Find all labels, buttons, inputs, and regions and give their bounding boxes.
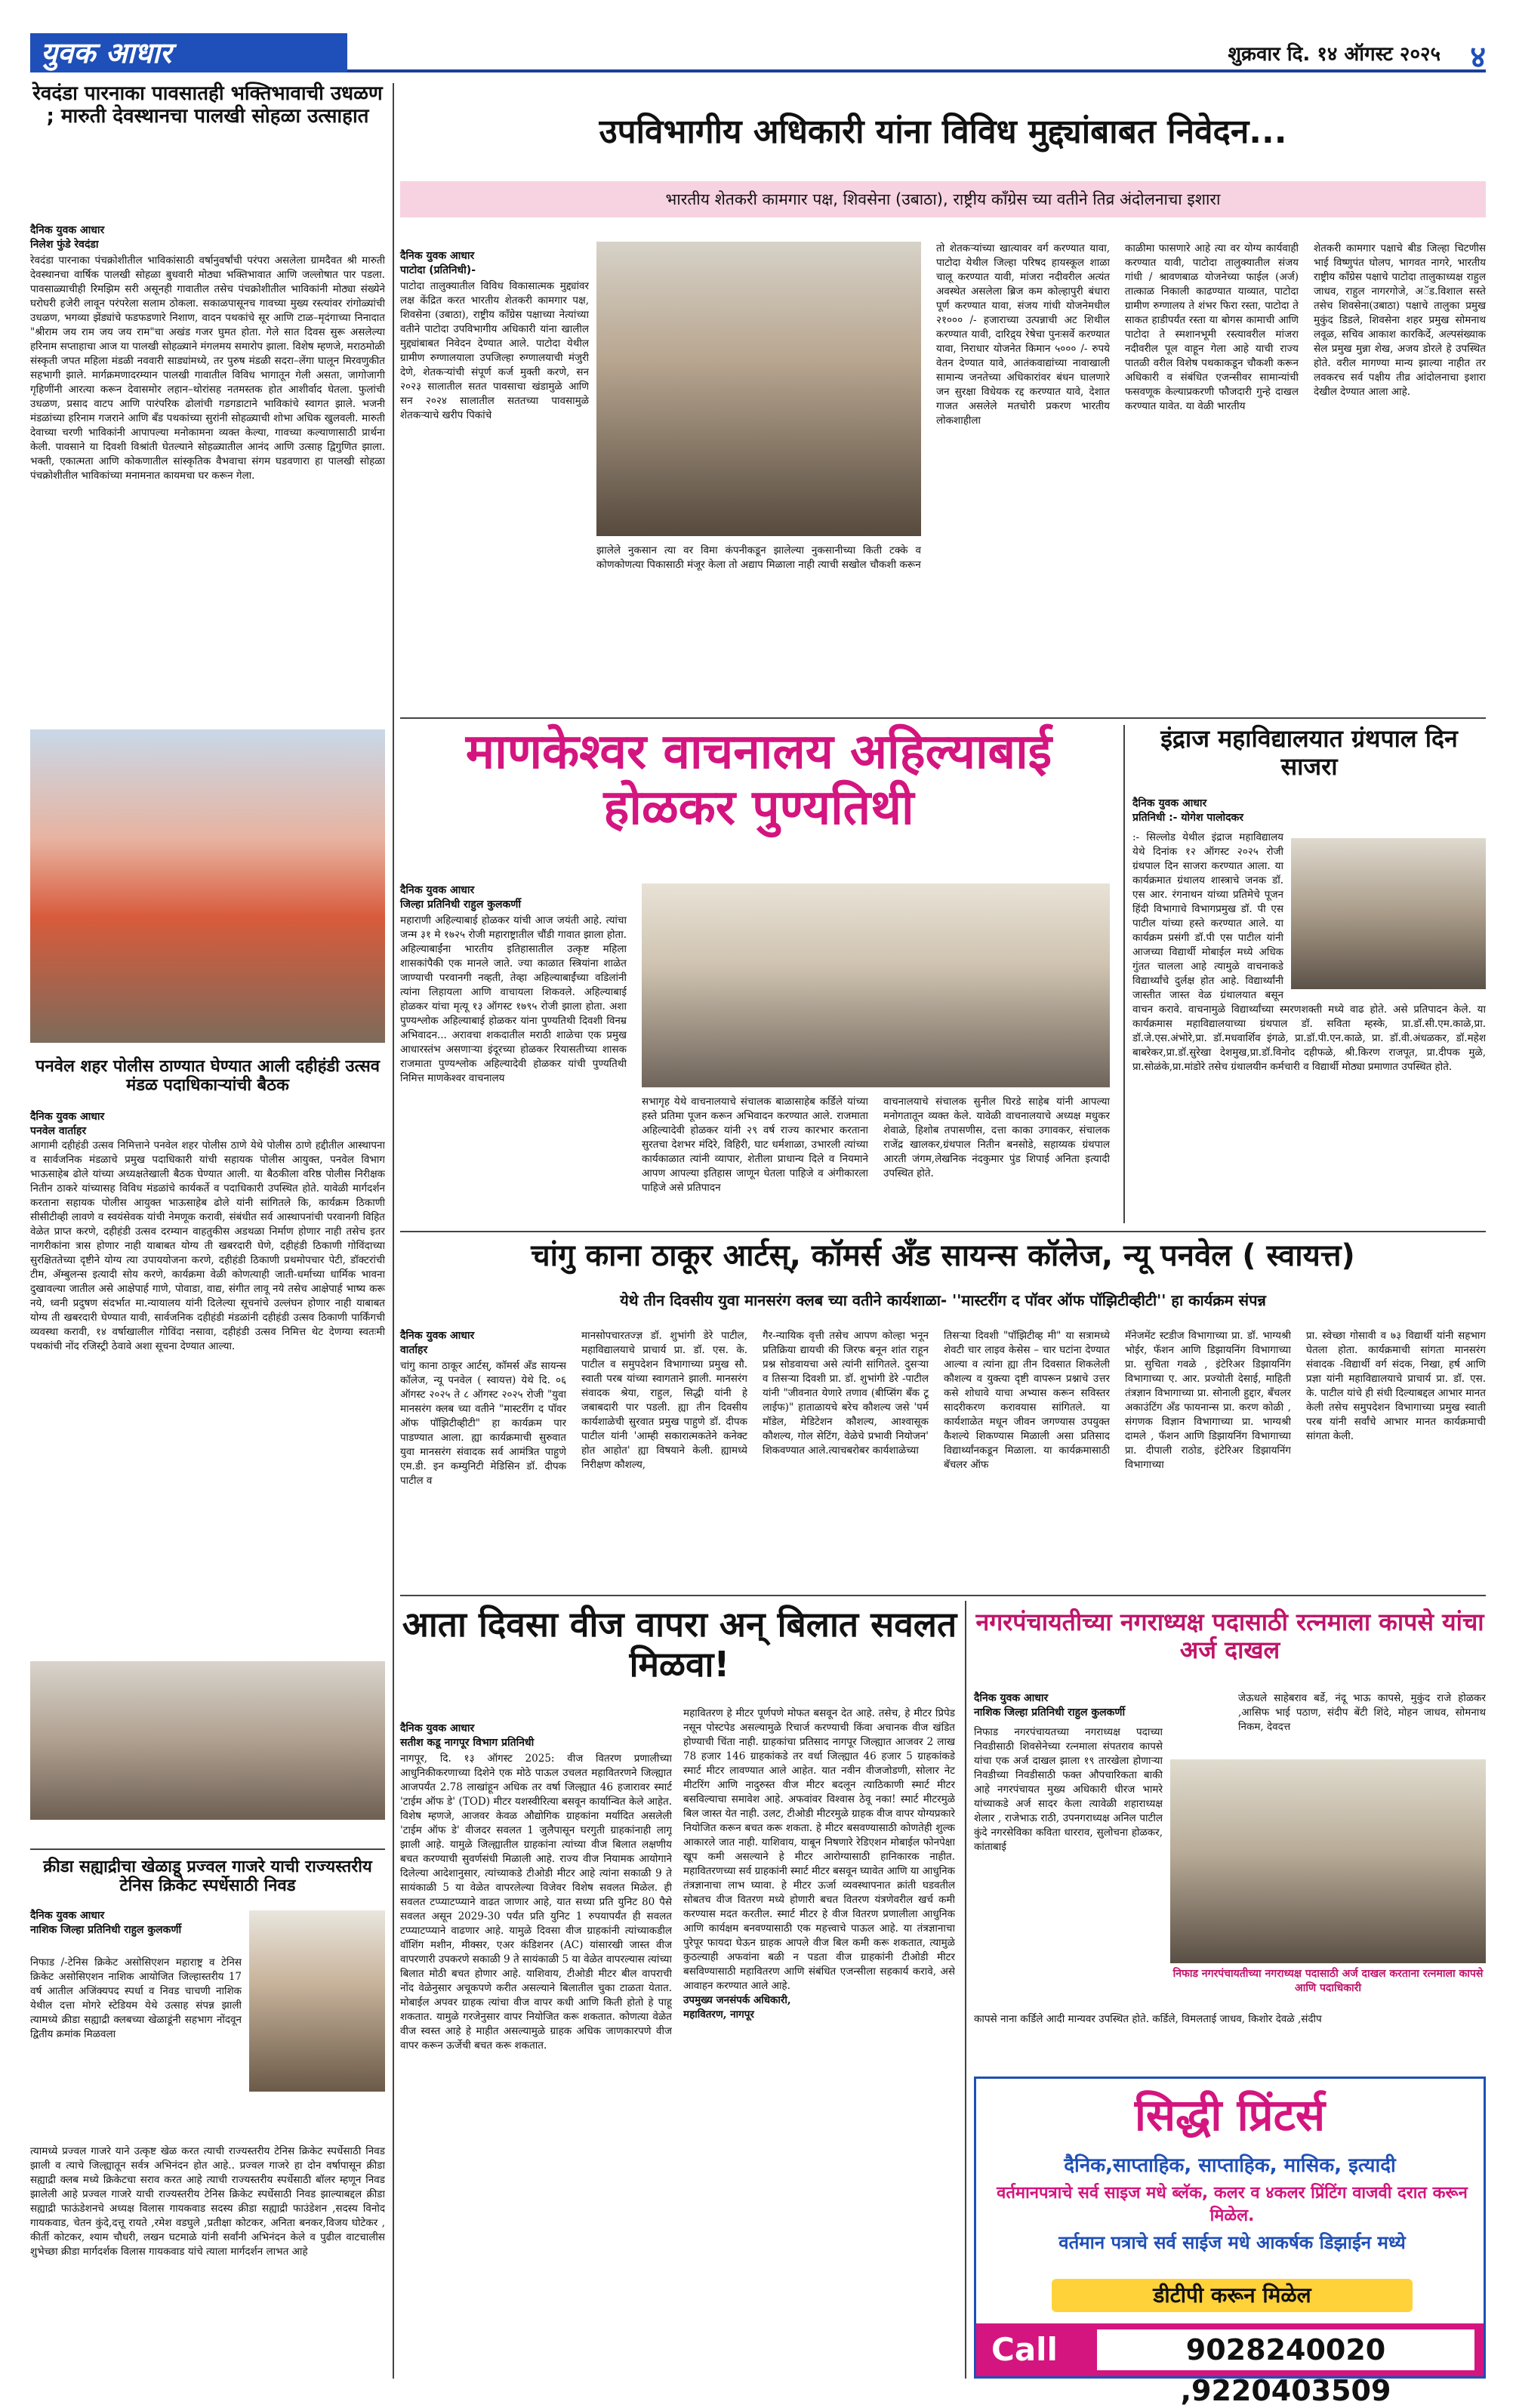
story-college-strap: येथे तीन दिवसीय युवा मानसरंग क्लब च्या वतीने कार्यशाळा- ''मास्टरींग द पॉवर ऑफ पॉझिटीव्हीटी'' हा कार्यक्रम संपन्न — [620, 1291, 1266, 1309]
story-electricity-headline: आता दिवसा वीज वापरा अन् बिलात सवलत मिळवा! — [402, 1604, 957, 1685]
story-cricket-byline: दैनिक युवक आधार नाशिक जिल्हा प्रतिनिधी राहुल कुलकर्णी — [30, 1910, 182, 1936]
story-nagarpanchayat-col2: जेऊधले साहेबराव बर्डे, नंदू भाऊ कापसे, मुकुंद राजे होळकर ,आसिफ भाई पठाण, संदीप बेंटी शिंदे, मोहन जाधव, सोमनाथ निकम, देवदत्त — [1238, 1692, 1486, 1733]
story-college-col4: तिसऱ्या दिवशी "पॉझिटीव्ह मी" या सत्रामध्ये शेवटी चार लाइव केसेस – चार घटांना देण्यात आल्या व त्यांना ह्या तीन दिवसात शिकलेली कौशल्य व युक्त्या दृष्टी वापरून प्रश्नाचे उत्तर कसे शोधावे याचा अभ्यास करून सविस्तर सादरीकरण करावयास सांगितले. या कार्यशाळेत मधून जीवन जगण्यास उपयुक्त कैशल्ये शिकण्यास मिळाली असा प्रतिसाद विद्यार्थ्यांनकडून मिळाला. या कार्यक्रमासाठी बॅचलर ऑफ — [944, 1330, 1110, 1471]
story-library-byline: दैनिक युवक आधार जिल्हा प्रतिनिधी राहुल कुलकर्णी — [400, 884, 521, 911]
story-nivedan-col5: शेतकरी कामगार पक्षाचे बीड जिल्हा चिटणीस भाई विष्णुपंत घोलप, भागवत नागरे, भारतीय राष्ट्रीय काँग्रेस पक्षाचे पाटोदा तालुकाध्यक्ष राहुल जाधव, राहुल नागरगोजे, अॅड.विशाल सस्ते तसेच शिवसेना(उबाठा) पक्षाचे तालुका प्रमुख मुकुंद डिडले, शिवसेना शहर प्रमुख सोमनाथ लवूळ, सचिव आकाश कारकिर्दे, अल्पसंख्याक सेल प्रमुख मुन्ना शेख, अजय डोरले हे उपस्थित होते. वरील मागण्या मान्य झाल्या नाहीत तर लवकरच सर्व पक्षीय तीव्र आंदोलनाचा इशारा देखील देण्यात आला आहे. — [1314, 242, 1486, 398]
story-electricity-col1: नागपूर, दि. १३ ऑगस्ट 2025: वीज वितरण प्रणालीच्या आधुनिकीकरणाच्या दिशेने एक मोठे पाऊल उचलत महावितरणने जिल्ह्यात आजपर्यंत 2.78 लाखांहून अधिक तर वर्षा जिल्ह्यात 46 हजारावर स्मार्ट 'टाईम ऑफ डे' (TOD) मीटर यशस्वीरित्या बसवून कार्यान्वित केले आहेत. विशेष म्हणजे, आजवर केवळ औद्योगिक ग्राहकांना मर्यादित असलेली 'टाईम ऑफ डे' वीजदर सवलत 1 जुलैपासून घरगुती ग्राहकांनाही लागू झाली आहे. यामुळे जिल्ह्यातील ग्राहकांना त्यांच्या वीज बिलात लक्षणीय बचत करण्याची सुवर्णसंधी मिळाली आहे. राज्य वीज नियामक आयोगाने दिलेल्या आदेशानुसार, त्यांच्याकडे टीओडी मीटर आहे त्यांना सकाळी 9 ते सायंकाळी 5 या वेळेत वापरलेल्या विजेवर विशेष सवलत मिळेल. ही सवलत टप्प्याटप्प्याने वाढत जाणार आहे, यात सध्या प्रति युनिट 80 पैसे सवलत असून 2029-30 पर्यंत प्रति युनिट 1 रुपयापर्यंत ही सवलत टप्प्याटप्प्याने वाढणार आहे. यामुळे दिवसा वीज ग्राहकांनी त्यांच्याकडील वॉशिंग मशीन, मीक्सर, एअर कंडिशनर (AC) यांसारखी जास्त वीज वापरणारी उपकरणे सकाळी 9 ते सायंकाळी 5 या वेळेत वापरल्यास त्यांच्या बिलात मोठी बचत होणार आहे. याशिवाय, टीओडी मीटर बील वापराची नोंद वेळेनुसार अचूकपणे करीत असल्याने बिलातील चुका टाळता येतात. मोबाईल अपवर ग्राहक त्यांचा वीज वापर कधी आणि किती होतो हे पाहू शकतात. यामुळे गरजेनुसार वापर नियोजित करू शकतात. कोणत्या वेळेत वीज स्वस्त आहे हे माहीत असल्यामुळे ग्राहक अधिक जाणकारपणे वीज वापर करून ऊर्जेची बचत करू शकतात. — [400, 1753, 672, 2052]
column-divider — [965, 1601, 966, 2379]
story-college-headline: चांगु काना ठाकूर आर्टस्, कॉमर्स अँड सायन्स कॉलेज, न्यू पनवेल ( स्वायत्त) — [531, 1238, 1355, 1273]
nomination-filing-photo — [1170, 1759, 1486, 1963]
palkhi-procession-photo — [30, 729, 385, 1043]
story-panvel-police-byline: दैनिक युवक आधार पनवेल वार्ताहर — [30, 1111, 105, 1137]
story-college-byline: दैनिक युवक आधार वार्ताहर — [400, 1330, 475, 1356]
ad-phone-numbers: 9028240020 ,9220403509 — [1097, 2329, 1474, 2370]
nomination-photo-caption: निफाड नगरपंचायतीच्या नगराध्यक्ष पदासाठी अर्ज दाखल करताना रत्नमाला कापसे आणि पदाधिकारी — [1172, 1968, 1484, 1994]
story-nagarpanchayat-col1: निफाड नगरपंचायतच्या नगराध्यक्ष पदाच्या निवडीसाठी शिवसेनेच्या रत्नमाला संपतराव कापसे यांचा एक अर्ज दाखल झाला १९ तारखेला होणाऱ्या निवडीच्या निवडीसाठी फक्त औपचारिकता बाकी आहे नगरपंचायत मुख्य अधिकारी धीरज भामरे यांच्याकडे अर्ज सादर केला त्यावेळी शहाराध्यक्ष शेलार , राजेभाऊ राठी, उपनगराध्यक्ष अनिल पाटील कुंदे नगरसेविका कविता धारराव, सुलोचना होळकर, कांताबाई — [974, 1726, 1163, 1853]
story-electricity-col2: महावितरण हे मीटर पूर्णपणे मोफत बसवून देत आहे. तसेच, हे मीटर प्रिपेड नसून पोस्टपेड असल्यामुळे रिचार्ज करण्याची किंवा अचानक वीज खंडित होण्याची चिंता नाही. ग्राहकांचा प्रतिसाद नागपूर जिल्ह्यात आजवर 2 लाख 78 हजार 146 ग्राहकांकडे तर वर्धा जिल्ह्यात 46 हजार 5 ग्राहकांकडे स्मार्ट मीटर लावण्यात आले आहेत. यात नवीन वीजजोडणी, सोलार नेट मीटरिंग आणि नादुरुस्त वीज मीटर बदलून त्याठिकाणी स्मार्ट मीटर बसविल्याचा समावेश आहे. अफवांवर विश्वास ठेवू नका! स्मार्ट मीटरमुळे बिल जास्त येत नाही. उलट, टीओडी मीटरमुळे ग्राहक वीज वापर योग्यप्रकारे नियोजित करून बचत करू शकता. हे मीटर बसवण्यासाठी कोणतेही शुल्क आकारले जात नाही. याशिवाय, याबून निषणारे रेडिएशन मोबाईल फोनपेक्षा खूप कमी असल्याने हे मीटर आरोग्यासाठी हानिकारक नाहीत. महावितरणच्या सर्व ग्राहकांनी स्मार्ट मीटर बसवून घ्यावेत आणि या आधुनिक तंत्रज्ञानाचा लाभ घ्यावा. हे मीटर ऊर्जा व्यवस्थापनात क्रांती घडवतील सोबतच वीज वितरण मध्ये होणारी बचत वितरण यंत्रणेवरील खर्च कमी करण्यास मदत करतील. स्मार्ट मीटर हे वीज वितरण प्रणालीला आधुनिक आणि कार्यक्षम बनवण्यासाठी एक महत्त्वाचे पाऊल आहे. या तंत्रज्ञानाचा पुरेपूर फायदा घेऊन ग्राहक आपले वीज बिल कमी करू शकतात, त्यामुळे कुठल्याही अफवांना बळी न पडता वीज ग्राहकांनी टीओडी मीटर बसविण्यासाठी महावितरण आणि संबंधित एजन्सीला सहकार्य करावे, असे आवाहन करण्यात आले आहे. उपमुख्य जनसंपर्क अधिकारी, महावितरण, नागपूर — [683, 1707, 955, 2021]
story-electricity-byline: दैनिक युवक आधार सतीश कडू नागपूर विभाग प्रतिनिधी — [400, 1722, 535, 1749]
ad-services: दैनिक,साप्ताहिक, साप्ताहिक, मासिक, इत्यादी — [1064, 2154, 1396, 2177]
story-nivedan-col3: तो शेतकऱ्यांच्या खात्यावर वर्ग करण्यात यावा, पाटोदा येथील जिल्हा परिषद हायस्कूल शाळा चालू करण्यात यावी, मांजरा नदीवरील अत्यंत अवस्थेत असलेला ब्रिज कम कोल्हापुरी बंधारा पूर्ण करण्यात यावा, संजय गांधी योजनेमधील २१००० /- हजाराच्या उत्पन्नाची अट शिथील करण्यात यावी, दारिद्र्य रेषेचा पुनःसर्वे करण्यात यावा, निराधार योजनेत किमान ५००० /- रुपये वेतन देण्यात यावे, आतंकवाद्यांच्या नावाखाली सामान्य जनतेच्या अधिकारांवर बंधन घालणारे जन सुरक्षा विधेयक रद्द करण्यात यावे, देशात गाजत असलेले मतचोरी प्रकरण भारतीय लोकशाहीला — [936, 242, 1110, 427]
column-divider — [1123, 725, 1125, 1223]
story-college-col1: चांगु काना ठाकूर आर्टस्, कॉमर्स अँड सायन्स कॉलेज, न्यू पनवेल ( स्वायत्त) येथे दि. ०६ ऑगस्ट २०२५ ते ८ ऑगस्ट २०२५ रोजी "युवा मानसरंग क्लब च्या वतीने "मास्टरींग द पॉवर ऑफ पॉझिटीव्हीटी" हा कार्यक्रम पार पाडण्यात आला. ह्या कार्यक्रमाची सुरुवात युवा मानसरंग संवादक सर्व आमंत्रित पाहुणे एम.डी. इन कम्युनिटी मेडिसिन डॉ. दीपक पाटील व — [400, 1360, 566, 1487]
story-electricity-signoff: उपमुख्य जनसंपर्क अधिकारी, महावितरण, नागपूर — [683, 1994, 791, 2021]
ad-dtp-badge: डीटीपी करून मिळेल — [1052, 2279, 1413, 2312]
library-tribute-photo — [642, 883, 1110, 1087]
section-divider — [30, 1848, 385, 1850]
masthead — [30, 33, 1486, 75]
story-cricket-col1: निफाड /-टेनिस क्रिकेट असोसिएशन महाराष्ट्र व टेनिस क्रिकेट असोसिएशन नाशिक आयोजित जिल्हास्तरीय 17 वर्ष आतील अजिंक्यपद स्पर्धा व निवड चाचणी नाशिक येथील दत्ता मोगरे स्टेडियम येथे उत्साह संपन्न झाली त्यामध्ये क्रीडा सह्याद्री क्लबच्या खेळाडूंनी सहभाग नोंदवून द्वितीय क्रमांक मिळवला — [30, 1956, 242, 2040]
story-panvel-police-headline: पनवेल शहर पोलीस ठाण्यात घेण्यात आली दहीहंडी उत्सव मंडळ पदाधिकाऱ्यांची बैठक — [35, 1057, 380, 1096]
story-panvel-police-body: आगामी दहीहंडी उत्सव निमित्ताने पनवेल शहर पोलीस ठाणे येथे पोलीस ठाणे हद्दीतील आस्थापना व सार्वजनिक मंडळाचे प्रमुख पदाधिकारी यांची सहायक पोलीस आयुक्त, पनवेल विभाग भाऊसाहेब ढोले यांच्या अध्यक्षतेखाली बैठक घेण्यात आली. या बैठकीला वरिष्ठ पोलीस निरीक्षक नितीन ठाकरे यांच्यासह विविध मंडळांचे कार्यकर्ते व पदाधिकारी उपस्थित होते. यावेळी मार्गदर्शन करताना सहायक पोलीस आयुक्त भाऊसाहेब ढोले यांनी सांगितले कि, कार्यक्रम ठिकाणी सीसीटीव्ही लावणे व स्वयंसेवक यांची नेमणूक करावी, संबंधीत सर्व आस्थापनांची परवानगी विहित वेळेत प्राप्त करणे, दहीहंडी उत्सव दरम्यान वाहतुकीस अडथळा निर्माण होणार नाही तसेच इतर नागरीकांना त्रास होणार नाही याबाबत योग्य ती खबरदारी घेणे, दहीहंडी ठिकाणी गोविंदाच्या सुरक्षिततेच्या दृष्टीने योग्य त्या उपाययोजना करणे, दहीहंडी ठिकाणी प्रथमोपचार पेटी, डॉक्टरांची टीम, ॲम्बुलन्स इत्यादी सोय करणे, कार्यक्रमा वेळी कोणत्याही जाती-धर्माच्या धार्मिक भावना दुखावल्या जातील असे आक्षेपार्ह गाणे, पोवाडा, वाद्य, संगीत लावू नये तसेच आक्षेपार्ह भाष्य करू नये, ध्वनी प्रदुषण संदर्भात मा.न्यायालय यांनी दिलेल्या सूचनांचे उल्लंघन होणार नाही याबाबत योग्य ती खबरदारी घेण्यात यावी, सार्वजनिक दहीहंडी मंडळांनी दहीहंडी उत्सव ठिकाणी पार्किंगची व्यवस्था करावी, १४ वर्षाखालील गोविंदा नसावा, दहीहंडी उत्सव निमित्त थेट देणग्या स्वतःमी पथकांची नोंद रजिस्ट्री ठेवावे अशा सूचना देण्यात आल्या. — [30, 1139, 385, 1352]
story-revdanda-body: रेवदंडा पारनाका पंचक्रोशीतील भाविकांसाठी वर्षानुवर्षांची परंपरा असलेला ग्रामदैवत श्री मारुती देवस्थानचा वार्षिक पालखी सोहळा बुधवारी मोठ्या भक्तिभावात आणि जल्लोषात पार पडला. पावसाळ्याचीही रिमझिम सरी असूनही गावातील तसेच पंचक्रोशीतील भाविकांनी मोठ्या संख्येने घरोघरी हजेरी लावून परंपरेला सलाम ठोकला. सकाळपासूनच गावच्या मुख्य रस्त्यांवर रांगोळ्यांची उधळण, भगव्या झेंड्यांचे फडफडणारे निशाण, वादन पथकांचे सूर आणि टाळ–मृदंगाच्या निनादात "श्रीराम जय राम जय जय राम"चा अखंड गजर घुमत होता. गेले सात दिवस सुरू असलेल्या हरिनाम सप्ताहाचा आज या पालखी सोहळ्याने मंगलमय समारोप झाला. विशेष म्हणजे, मराठमोळी संस्कृती जपत महिला मंडळी नववारी साड्यांमध्ये, तर पुरुष मंडळी सदरा–लेंगा घालून मिरवणुकीत सहभागी झाले. मार्गक्रमणादरम्यान पालखी गावातील विविध भागातून गेली असता, जागोजागी गृहिणींनी आरत्या करून देवासमोर लहान–थोरांसह नतमस्तक होत आशीर्वाद घेतला. फुलांची उधळण, प्रसाद वाटप आणि पारंपरिक ढोलांची गडगडाटाने भाविकांचे स्वागत झाले. भजनी मंडळांच्या हरिनाम गजराने आणि बँड पथकांच्या सुरांनी सोहळ्याची शोभा अधिक खुलवली. मारुती देवाच्या चरणी भाविकांनी आपापल्या मनोकामना व्यक्त केल्या, गावच्या कल्याणासाठी प्रार्थना केली. पावसाने या दिवशी विश्रांती घेतल्याने सोहळ्यातील आनंद आणि उत्साह द्विगुणित झाला. भक्ती, एकात्मता आणि कोकणातील सांस्कृतिक वैभवाचा संगम घडवणारा हा पालखी सोहळा पंचक्रोशीतील भाविकांच्या मनामनात कायमचा घर करून गेला. — [30, 254, 385, 482]
newspaper-logo: युवक आधार — [30, 33, 347, 72]
story-library-headline: माणकेश्वर वाचनालय अहिल्याबाई होळकर पुण्यतिथी — [465, 724, 1052, 836]
police-meeting-photo — [30, 1661, 385, 1820]
story-cricket-col2: त्यामध्ये प्रज्वल गाजरे याने उत्कृष्ट खेळ करत त्याची राज्यस्तरीय टेनिस क्रिकेट स्पर्धेसाठी निवड झाली व त्याचे जिल्ह्यातून सर्वत्र अभिनंदन होत आहे.. प्रज्वल गाजरे हा दोन वर्षापासून क्रीडा सह्याद्री क्लब मध्ये क्रिकेटचा सराव करत आहे त्याची राज्यस्तरीय स्पर्धेसाठी बॉलर म्हणून निवड झालेली आहे प्रज्वल गाजरे याची राज्यस्तरीय टेनिस क्रिकेट स्पर्धेसाठी निवड झाल्याबद्दल क्रीडा सह्याद्री फाऊंडेशनचे अध्यक्ष विलास गायकवाड सदस्य क्रीडा सह्याद्री फाउंडेशन ,सदस्य विनोद गायकवाड, चेतन कुंदे,दत्तू रायते ,रमेश वडघुले ,प्रतीक्षा कोटकर, अनिता बनकर,विजय घोटेकर , कीर्ती कोटकर, श्याम चौधरी, लखन घटमाळे यांनी सर्वांनी अभिनंदन केले व पुढील वाटचालीस शुभेच्छा क्रीडा मार्गदर्शक विलास गायकवाड यांचे त्याला मार्गदर्शन लाभत आहे — [30, 2145, 385, 2258]
story-college-col2: मानसोपचारतज्ज्ञ डॉ. शुभांगी डेरे पाटील, महाविद्यालयाचे प्राचार्य प्रा. डॉ. एस. के. पाटील व समुपदेशन विभागाच्या प्रमुख सौ. स्वाती परब यांच्या स्वागताने झाली. मानसरंग संवादक श्रेया, राहुल, सिद्धी यांनी हे जबाबदारी पार पडली. ह्या तीन दिवसीय कार्यशाळेची सुरवात प्रमुख पाहुणे डॉ. दीपक पाटील यांनी 'आम्ही सकारात्मकतेने कनेक्ट होत आहोत' ह्या विषयाने केली. ह्यामध्ये निरीक्षण कौशल्य, — [581, 1330, 747, 1471]
story-nivedan-col1: पाटोदा तालुक्यातील विविध विकासात्मक मुद्द्यांवर लक्ष केंद्रित करत भारतीय शेतकरी कामगार पक्ष, शिवसेना (उबाठा), राष्ट्रीय काँग्रेस पक्षाच्या नेत्यांच्या वतीने पाटोदा उपविभागीय अधिकारी यांना खालील मुद्द्यांबाबत निवेदन देण्यात आले. पाटोदा येथील ग्रामीण रुग्णालयाला उपजिल्हा रुग्णालयाची मंजुरी देणे, शेतकऱ्यांची संपूर्ण कर्ज मुक्ती करणे, सन २०२३ सालातील सतत पावसाचा खंडामुळे आणि सन २०२४ सालातील सततच्या पावसामुळे शेतकऱ्याचे खरीप पिकांचे — [400, 280, 589, 421]
story-revdanda-headline: रेवदंडा पारनाका पावसातही भक्तिभावाची उधळण ; मारुती देवस्थानचा पालखी सोहळा उत्साहात — [32, 82, 383, 128]
section-divider — [400, 1595, 1486, 1596]
section-divider — [400, 717, 1486, 719]
ad-design-offer: वर्तमान पत्राचे सर्व साईज मधे आकर्षक डिझाईन मध्ये — [1058, 2232, 1406, 2253]
ad-call-label: Call — [991, 2331, 1058, 2368]
story-nagarpanchayat-byline: दैनिक युवक आधार नाशिक जिल्हा प्रतिनिधी राहुल कुलकर्णी — [974, 1692, 1126, 1719]
column-divider — [393, 83, 394, 2379]
story-library-col1: महाराणी अहिल्याबाई होळकर यांची आज जयंती आहे. त्यांचा जन्म ३१ मे १७२५ रोजी महाराष्ट्रातील चौंडी गावात झाला होता. अहिल्याबाईंना भारतीय इतिहासातील उत्कृष्ट महिला शासकांपैकी एक मानले जाते. ज्या काळात स्त्रियांना शाळेत जाण्याची परवानगी नव्हती, तेव्हा अहिल्याबाईंच्या वडिलांनी त्यांना लिहायला आणि वाचायला शिकवले. अहिल्याबाई होळकर यांचा मृत्यू १३ ऑगस्ट १७९५ रोजी झाला होता. अशा पुण्यश्लोक अहिल्याबाई होळकर यांना पुण्यतिथी दिवशी विनम्र अभिवादन... अरावचा शकदातील मराठी शाळेचा एक प्रमुख आधारस्तंभ असणाऱ्या इंदूरच्या होळकर रियासतीच्या शासक राजमाता पुण्यश्लोक अहिल्यादेवी होळकर यांची पुण्यतिथी निमित्त माणकेश्वर वाचनालय — [400, 914, 627, 1084]
story-college-col3: गैर-न्यायिक वृत्ती तसेच आपण कोल्हा भनून प्रतिक्रिया द्यायची की जिरफ बनून शांत राहून प्रश्न सोडवायचा असे त्यांनी सांगितले. दुसऱ्या व तिसऱ्या दिवशी प्रा. डॉ. शुभांगी डेरे -पाटील यांनी "जीवनात येणारे तणाव (बीप्सिंग बँक टू लाईफ)" हाताळायचे बरेच कौशल्य जसे 'पर्म मॉडेल, मेडिटेशन कौशल्य, आश्वासूक कौशल्य, गोल सेटिंग, वेळेचे प्रभावी नियोजन' शिकवण्यात आले.त्याचबरोबर कार्यशाळेच्या — [763, 1330, 929, 1457]
page-number: ४ — [1470, 40, 1486, 75]
ad-call-bar — [976, 2323, 1484, 2407]
story-indraj-headline: इंद्राज महाविद्यालयात ग्रंथपाल दिन साजरा — [1160, 724, 1458, 781]
story-nagarpanchayat-headline: नगरपंचायतीच्या नगराध्यक्ष पदासाठी रत्नमाला कापसे यांचा अर्ज दाखल — [975, 1608, 1484, 1664]
siddhi-printers-ad — [974, 2077, 1486, 2407]
story-nagarpanchayat-col3: कापसे नाना कर्डिले आदी मान्यवर उपस्थित होते. कर्डिले, विमलताई जाधव, किशोर देवळे ,संदीप — [974, 2013, 1322, 2025]
story-library-col3: वाचनालयाचे संचालक सुनील घिरडे साहेब यांनी आपल्या मनोगतातून व्यक्त केले. यावेळी वाचनालयाचे अध्यक्ष मधुकर शेवाळे, हिशोब तपासणीस, दत्ता काका उगावकर, संचालक राजेंद्र खालकर,ग्रंथपाल नितीन बनसोडे, सहाय्यक ग्रंथपाल आरती जंगम,लेखनिक नंदकुमार पुंड शिपाई अनिता इत्यादी उपस्थित होते. — [883, 1096, 1110, 1179]
nivedan-group-photo — [596, 242, 921, 536]
story-nivedan-byline: दैनिक युवक आधार पाटोदा (प्रतिनिधी)- — [400, 250, 476, 276]
story-nivedan-headline: उपविभागीय अधिकारी यांना विविध मुद्द्यांबाबत निवेदन... — [599, 113, 1287, 151]
ad-printing-offer: वर्तमानपत्राचे सर्व साइज मधे ब्लॅक, कलर व ४कलर प्रिंटिंग वाजवी दरात करून मिळेल. — [997, 2184, 1468, 2225]
story-indraj-byline: दैनिक युवक आधार प्रतिनिधी :- योगेश पालोदकर — [1132, 797, 1243, 824]
story-nivedan-col2: झालेले नुकसान त्या वर विमा कंपनीकडून झालेल्या नुकसानीच्या किती टक्के व कोणकोणत्या पिकासाठी मंजूर केला तो अद्याप मिळाला नाही त्याची सखोल चौकशी करून — [596, 544, 921, 571]
section-divider — [400, 1231, 1486, 1232]
story-cricket-headline: क्रीडा सह्याद्रीचा खेळाडू प्रज्वल गाजरे याची राज्यस्तरीय टेनिस क्रिकेट स्पर्धेसाठी निवड — [43, 1858, 372, 1896]
story-nivedan-strap: भारतीय शेतकरी कामगार पक्ष, शिवसेना (उबाठा), राष्ट्रीय काँग्रेस च्या वतीने तिव्र अंदोलनाचा इशारा — [400, 181, 1486, 217]
story-revdanda-byline: दैनिक युवक आधार निलेश फुंडे रेवदंडा — [30, 224, 105, 251]
ad-title: सिद्धी प्रिंटर्स — [1134, 2089, 1326, 2141]
story-college-col5: मॅनेजमेंट स्टडीज विभागाच्या प्रा. डॉ. भाग्यश्री भोईर, फॅशन आणि डिझायनिंग विभागाच्या प्रा. सुचिता गवळे , इंटेरिअर डिझायनिंग विभागाच्या ए. आर. प्रज्योती देसाई, माहिती तंत्रज्ञान विभागाच्या प्रा. सोनाली हुद्दार, बँचलर अकाउंटिंग ॲंड फायनान्स प्रा. करण कोळी , संगणक विज्ञान विभागाच्या प्रा. भाग्यश्री दामले , फॅशन आणि डिझायनिंग विभागाच्या प्रा. दीपाली राठोड, इंटेरिअर डिझायनिंग विभागाच्या — [1125, 1330, 1291, 1471]
story-indraj-body: :- सिल्लोड येथील इंद्राज महाविद्यालय येथे दिनांक १२ ऑगस्ट २०२५ रोजी ग्रंथपाल दिन साजरा करण्यात आला. या कार्यक्रमात ग्रंथालय शास्त्राचे जनक डॉ. एस आर. रंगनाथन यांच्या प्रतिमेचे पूजन हिंदी विभागाचे विभागप्रमुख डॉ. पी एस पाटील यांच्या हस्ते करण्यात आले. या कार्यक्रम प्रसंगी डॉ.पी एस पाटील यांनी आजच्या विद्यार्थी मोबाईल मध्ये अधिक गुंतत चालला आहे त्यामुळे वाचनाकडे विद्यार्थ्यांचे दुर्लक्ष होत आहे. विद्यार्थ्यांनी जास्तीत जास्त वेळ ग्रंथालयात बसून वाचन करावे. वाचनामुळे विद्यार्थ्यांच्या स्मरणशक्ती मध्ये वाढ होते. असे प्रतिपादन केले. या कार्यक्रमास महाविद्यालयाच्या ग्रंथपाल डॉ. सविता म्हस्के, प्रा.डॉ.सी.एम.काळे,प्रा. डॉ.जे.एस.अंभोरे,प्रा. डॉ.मधवार्शिव इंगळे, प्रा.डॉ.पी.एन.काळे, प्रा. डॉ.वी.अंधळकर, डॉ.महेश बाबरेकर,प्रा.डॉ.सुरेखा देशमुख,प्रा.डॉ.विनोद दहीफळे, श्री.किरण राजपूत, प्रा.दीपक मुळे, प्रा.सोळंके,प्रा.मांडोरे तसेच ग्रंथालयीन कर्मचारी व विद्यार्थी मोठ्या प्रमाणात उपस्थित होते. — [1132, 831, 1486, 1073]
story-nivedan-col4: काळीमा फासणारे आहे त्या वर योग्य कार्यवाही करण्यात यावी, पाटोदा तालुक्यातील संजय गांधी / श्रावणबाळ योजनेच्या फाईल (अर्ज) तात्काळ निकाली काढण्यात याव्यात, पाटोदा ग्रामीण रुग्णालय ते शंभर फिरा रस्ता, पाटोदा ते साकत हाडीपर्यंत रस्ता या बोगस कामाची आणि पाटोदा ते स्मशानभूमी रस्त्यावरील मांजरा नदीवरील पूल वाहून गेला आहे याची राज्य पातळी वरील विशेष पथकाकडून चौकशी करून अधिकारी व संबंधित एजन्सीवर सामान्यांची फसवणूक केल्याप्रकरणी फौजदारी गुन्हे दाखल करण्यात यावेत. या वेळी भारतीय — [1125, 242, 1299, 412]
story-college-col6: प्रा. स्वेच्छा गोसावी व ७३ विद्यार्थी यांनी सहभाग घेतला होता. कार्यक्रमाची सांगता मानसरंग संवादक -विद्यार्थी वर्ग संदक, निखा, हर्ष आणि प्रज्ञा यांनी महाविद्यालयाचे प्राचार्य प्रा. डॉ. एस. के. पाटील यांचे ही संधी दिल्याबद्दल आभार मानत केली तसेच समुपदेशन विभागाच्या प्रमुख स्वाती परब यांनी सर्वांचे आभार मानत कार्यक्रमाची सांगता केली. — [1306, 1330, 1486, 1442]
cricketer-portrait-photo — [249, 1910, 385, 2092]
story-library-col2: सभागृह येथे वाचनालयाचे संचालक बाळासाहेब कर्डिले यांच्या हस्ते प्रतिमा पूजन करून अभिवादन करण्यात आले. राजमाता अहिल्यादेवी होळकर यांनी २९ वर्ष राज्य कारभार करताना सुरतचा देशभर मंदिरे, विहिरी, घाट धर्मशाळा, उभारली त्यांच्या कार्यकाळात त्यांनी व्यापार, शेतीला प्राधान्य दिले व नियमाने आपण आपल्या इतिहास जाणून घेतला पाहिजे व अंगीकारला पाहिजे असे प्रतिपादन — [642, 1096, 868, 1194]
issue-date: शुक्रवार दि. १४ ऑगस्ट २०२५ — [1228, 43, 1441, 66]
